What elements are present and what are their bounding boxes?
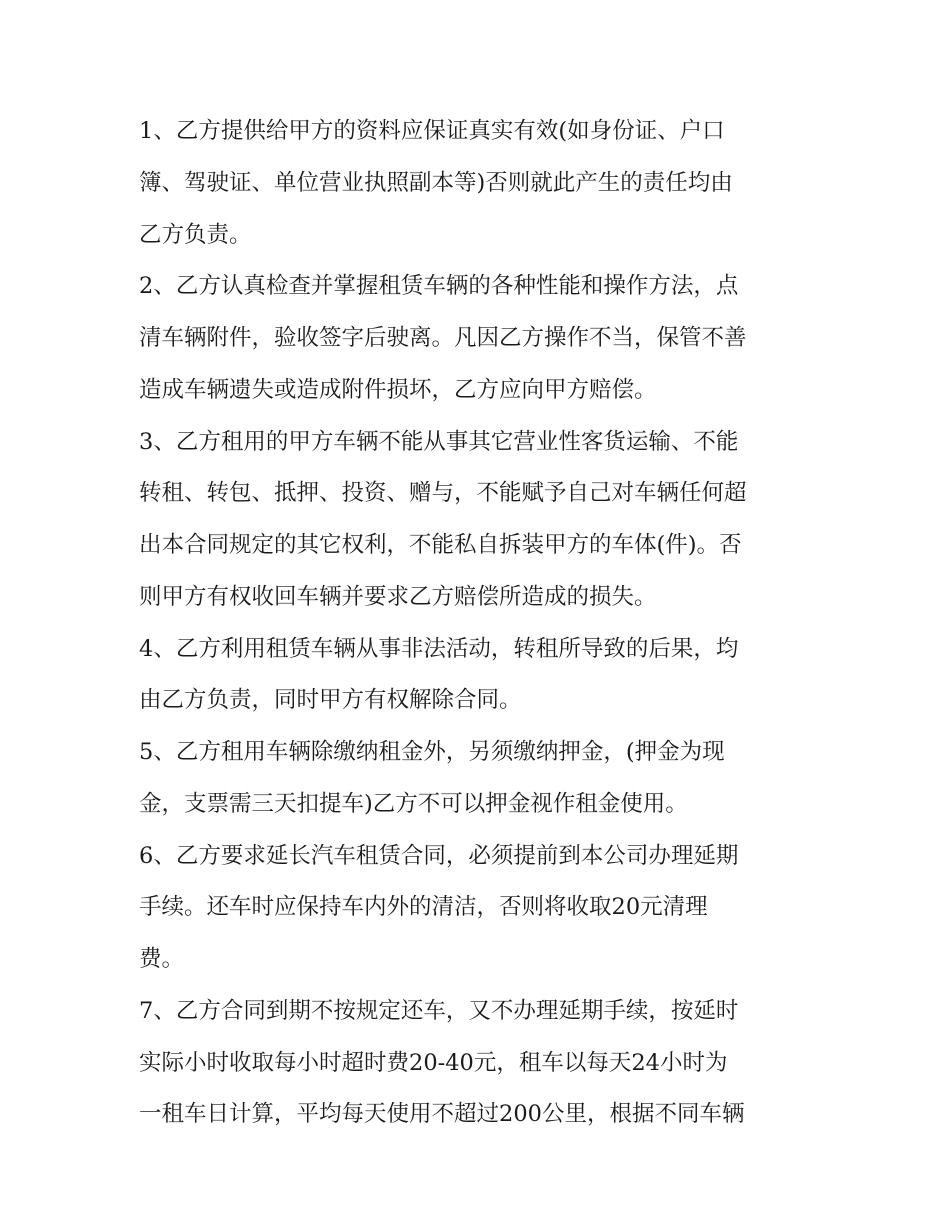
text-line: 6、乙方要求延长汽车租赁合同，必须提前到本公司办理延期 xyxy=(139,842,739,869)
contract-text xyxy=(139,106,819,1141)
text-line: 则甲方有权收回车辆并要求乙方赔偿所造成的损失。 xyxy=(139,583,657,610)
text-line: 簿、驾驶证、单位营业执照副本等)否则就此产生的责任均由 xyxy=(139,169,733,196)
text-line: 7、乙方合同到期不按规定还车，又不办理延期手续，按延时 xyxy=(139,997,739,1024)
text-line: 出本合同规定的其它权利，不能私自拆装甲方的车体(件)。否 xyxy=(139,532,742,558)
text-line: 实际小时收取每小时超时费20-40元，租车以每天24小时为 xyxy=(139,1049,728,1076)
text-line: 造成车辆遗失或造成附件损坏，乙方应向甲方赔偿。 xyxy=(139,376,657,403)
text-line: 一租车日计算，平均每天使用不超过200公里，根据不同车辆 xyxy=(139,1101,745,1128)
text-line: 3、乙方租用的甲方车辆不能从事其它营业性客货运输、不能 xyxy=(139,428,739,455)
text-line: 2、乙方认真检查并掌握租赁车辆的各种性能和操作方法，点 xyxy=(139,273,739,300)
text-line: 费。 xyxy=(139,946,185,972)
text-line: 转租、转包、抵押、投资、赠与，不能赋予自己对车辆任何超 xyxy=(139,480,747,507)
text-line: 由乙方负责，同时甲方有权解除合同。 xyxy=(139,687,522,714)
text-line: 1、乙方提供给甲方的资料应保证真实有效(如身份证、户口 xyxy=(139,118,725,144)
text-line: 4、乙方利用租赁车辆从事非法活动，转租所导致的后果，均 xyxy=(139,635,739,662)
text-line: 手续。还车时应保持车内外的清洁，否则将收取20元清理 xyxy=(139,894,708,921)
text-line: 5、乙方租用车辆除缴纳租金外，另须缴纳押金，(押金为现 xyxy=(139,739,725,765)
text-line: 清车辆附件，验收签字后驶离。凡因乙方操作不当，保管不善 xyxy=(139,325,747,351)
text-line: 乙方负责。 xyxy=(139,221,252,248)
text-line: 金，支票需三天扣提车)乙方不可以押金视作租金使用。 xyxy=(139,790,688,817)
